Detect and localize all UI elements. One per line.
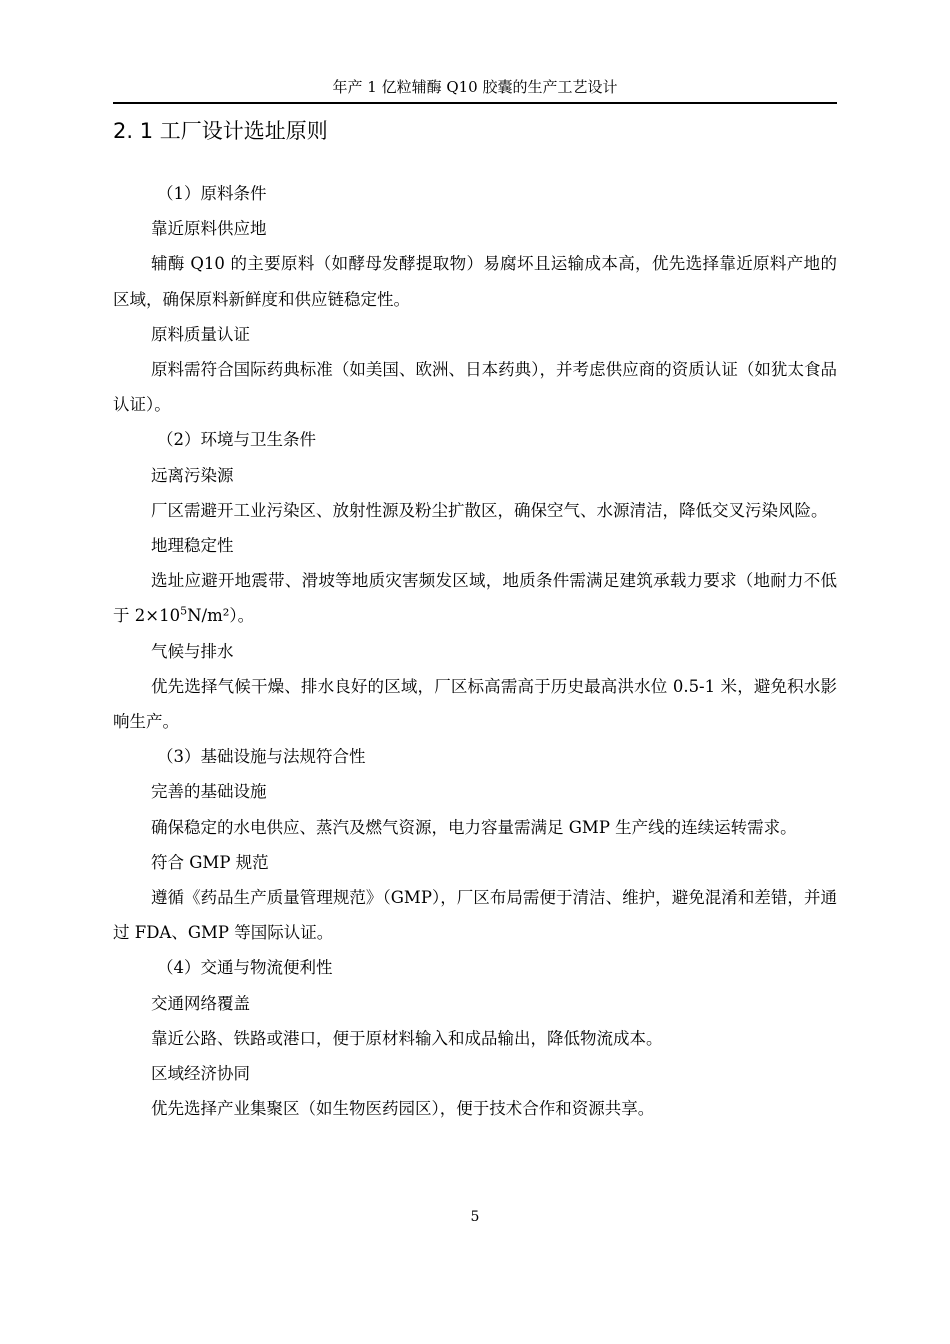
body-text	[113, 176, 837, 1126]
paragraph: 遵循《药品生产质量管理规范》（GMP），厂区布局需便于清洁、维护，避免混淆和差错，并通过 FDA、GMP 等国际认证。	[113, 888, 837, 943]
paragraph: 厂区需避开工业污染区、放射性源及粉尘扩散区，确保空气、水源清洁，降低交叉污染风险。	[151, 500, 828, 520]
paragraph: 确保稳定的水电供应、蒸汽及燃气资源，电力容量需满足 GMP 生产线的连续运转需求。	[151, 817, 797, 837]
subsection-title-raw-materials: （1）原料条件	[157, 184, 267, 203]
subsection-title-transport: （4）交通与物流便利性	[157, 958, 333, 978]
item-heading: 原料质量认证	[151, 324, 250, 344]
item-heading: 符合 GMP 规范	[151, 852, 269, 872]
item-heading: 区域经济协同	[151, 1064, 250, 1084]
subsection-title-infrastructure: （3）基础设施与法规符合性	[157, 747, 366, 767]
header-divider	[113, 102, 837, 104]
item-heading: 交通网络覆盖	[151, 993, 250, 1013]
item-heading: 气候与排水	[151, 641, 234, 661]
paragraph: 优先选择气候干燥、排水良好的区域，厂区标高需高于历史最高洪水位 0.5-1 米，避免积水影响生产。	[113, 676, 837, 732]
paragraph-text: 选址应避开地震带、滑坡等地质灾害频发区域，地质条件需满足建筑承载力要求（地耐力不低于 2×10	[113, 571, 837, 626]
paragraph-text: N/m²）。	[187, 606, 255, 626]
item-heading: 远离污染源	[151, 465, 234, 485]
paragraph: 优先选择产业集聚区（如生物医药园区），便于技术合作和资源共享。	[151, 1099, 655, 1119]
item-heading: 靠近原料供应地	[151, 219, 267, 239]
paragraph	[113, 563, 837, 633]
item-heading: 完善的基础设施	[151, 782, 267, 802]
item-heading: 地理稳定性	[151, 536, 234, 556]
subsection-title-environment: （2）环境与卫生条件	[157, 430, 316, 450]
running-header: 年产 1 亿粒辅酶 Q10 胶囊的生产工艺设计	[332, 78, 618, 96]
paragraph: 原料需符合国际药典标准（如美国、欧洲、日本药典），并考虑供应商的资质认证（如犹太食品认证）。	[113, 360, 837, 415]
superscript: 5	[180, 604, 188, 618]
section-title: 2. 1 工厂设计选址原则	[113, 119, 328, 143]
paragraph: 靠近公路、铁路或港口，便于原材料输入和成品输出，降低物流成本。	[151, 1028, 663, 1048]
paragraph: 辅酶 Q10 的主要原料（如酵母发酵提取物）易腐坏且运输成本高，优先选择靠近原料产地的区域，确保原料新鲜度和供应链稳定性。	[113, 254, 837, 309]
page-number: 5	[470, 1209, 480, 1225]
